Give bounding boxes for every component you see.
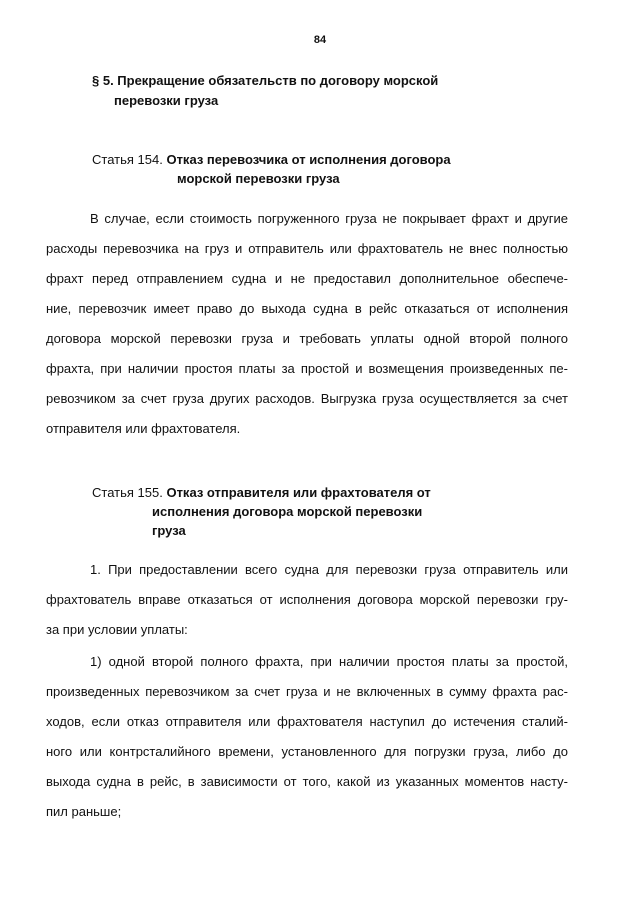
- section-heading-line-1: § 5. Прекращение обязательств по договору морской: [92, 73, 439, 88]
- body-line: произведенных перевозчиком за счет груза и не включенных в сумму фрахта рас-: [46, 684, 568, 699]
- body-line: В случае, если стоимость погруженного груза не покрывает фрахт и другие: [90, 211, 568, 226]
- body-line: выхода судна в рейс, в зависимости от того, какой из указанных моментов насту-: [46, 774, 568, 789]
- article-155-paragraph-1: [46, 555, 568, 645]
- section-heading-line-2: перевозки груза: [114, 93, 219, 108]
- body-line: ревозчиком за счет груза других расходов. Выгрузка груза осуществляется за счет: [46, 391, 568, 406]
- body-line: ного или контрсталийного времени, установленного для погрузки груза, либо до: [46, 744, 568, 759]
- body-line: договора морской перевозки груза и требовать уплаты одной второй полного: [46, 331, 568, 346]
- article-155-title-line-2: исполнения договора морской перевозки: [152, 504, 423, 519]
- article-154-heading: [92, 150, 451, 188]
- article-154-title-line-1: Отказ перевозчика от исполнения договора: [166, 152, 451, 167]
- body-line: ходов, если отказ отправителя или фрахтователя наступил до истечения сталий-: [46, 714, 568, 729]
- article-155-subparagraph-1: [46, 647, 568, 827]
- article-154-number: Статья 154.: [92, 152, 163, 167]
- body-line: отправителя или фрахтователя.: [46, 421, 241, 436]
- body-line: фрахта, при наличии простоя платы за простой и возмещения произведенных пе-: [46, 361, 568, 376]
- article-154-title-line-2: морской перевозки груза: [177, 171, 340, 186]
- article-155-heading: [92, 483, 431, 540]
- section-heading: [92, 71, 532, 111]
- article-155-title-line-3: груза: [152, 523, 186, 538]
- body-line: ние, перевозчик имеет право до выхода судна в рейс отказаться от исполнения: [46, 301, 568, 316]
- body-line: пил раньше;: [46, 804, 122, 819]
- body-line: за при условии уплаты:: [46, 622, 188, 637]
- body-line: расходы перевозчика на груз и отправитель или фрахтователь не внес полностью: [46, 241, 568, 256]
- body-line: фрахт перед отправлением судна и не предоставил дополнительное обеспече-: [46, 271, 568, 286]
- body-line: фрахтователь вправе отказаться от исполнения договора морской перевозки гру-: [46, 592, 568, 607]
- body-line: 1. При предоставлении всего судна для перевозки груза отправитель или: [90, 562, 568, 577]
- article-155-title-line-1: Отказ отправителя или фрахтователя от: [166, 485, 431, 500]
- body-line: 1) одной второй полного фрахта, при наличии простоя платы за простой,: [90, 654, 568, 669]
- article-155-number: Статья 155.: [92, 485, 163, 500]
- article-154-body: [46, 204, 568, 444]
- page-number: 84: [313, 34, 327, 46]
